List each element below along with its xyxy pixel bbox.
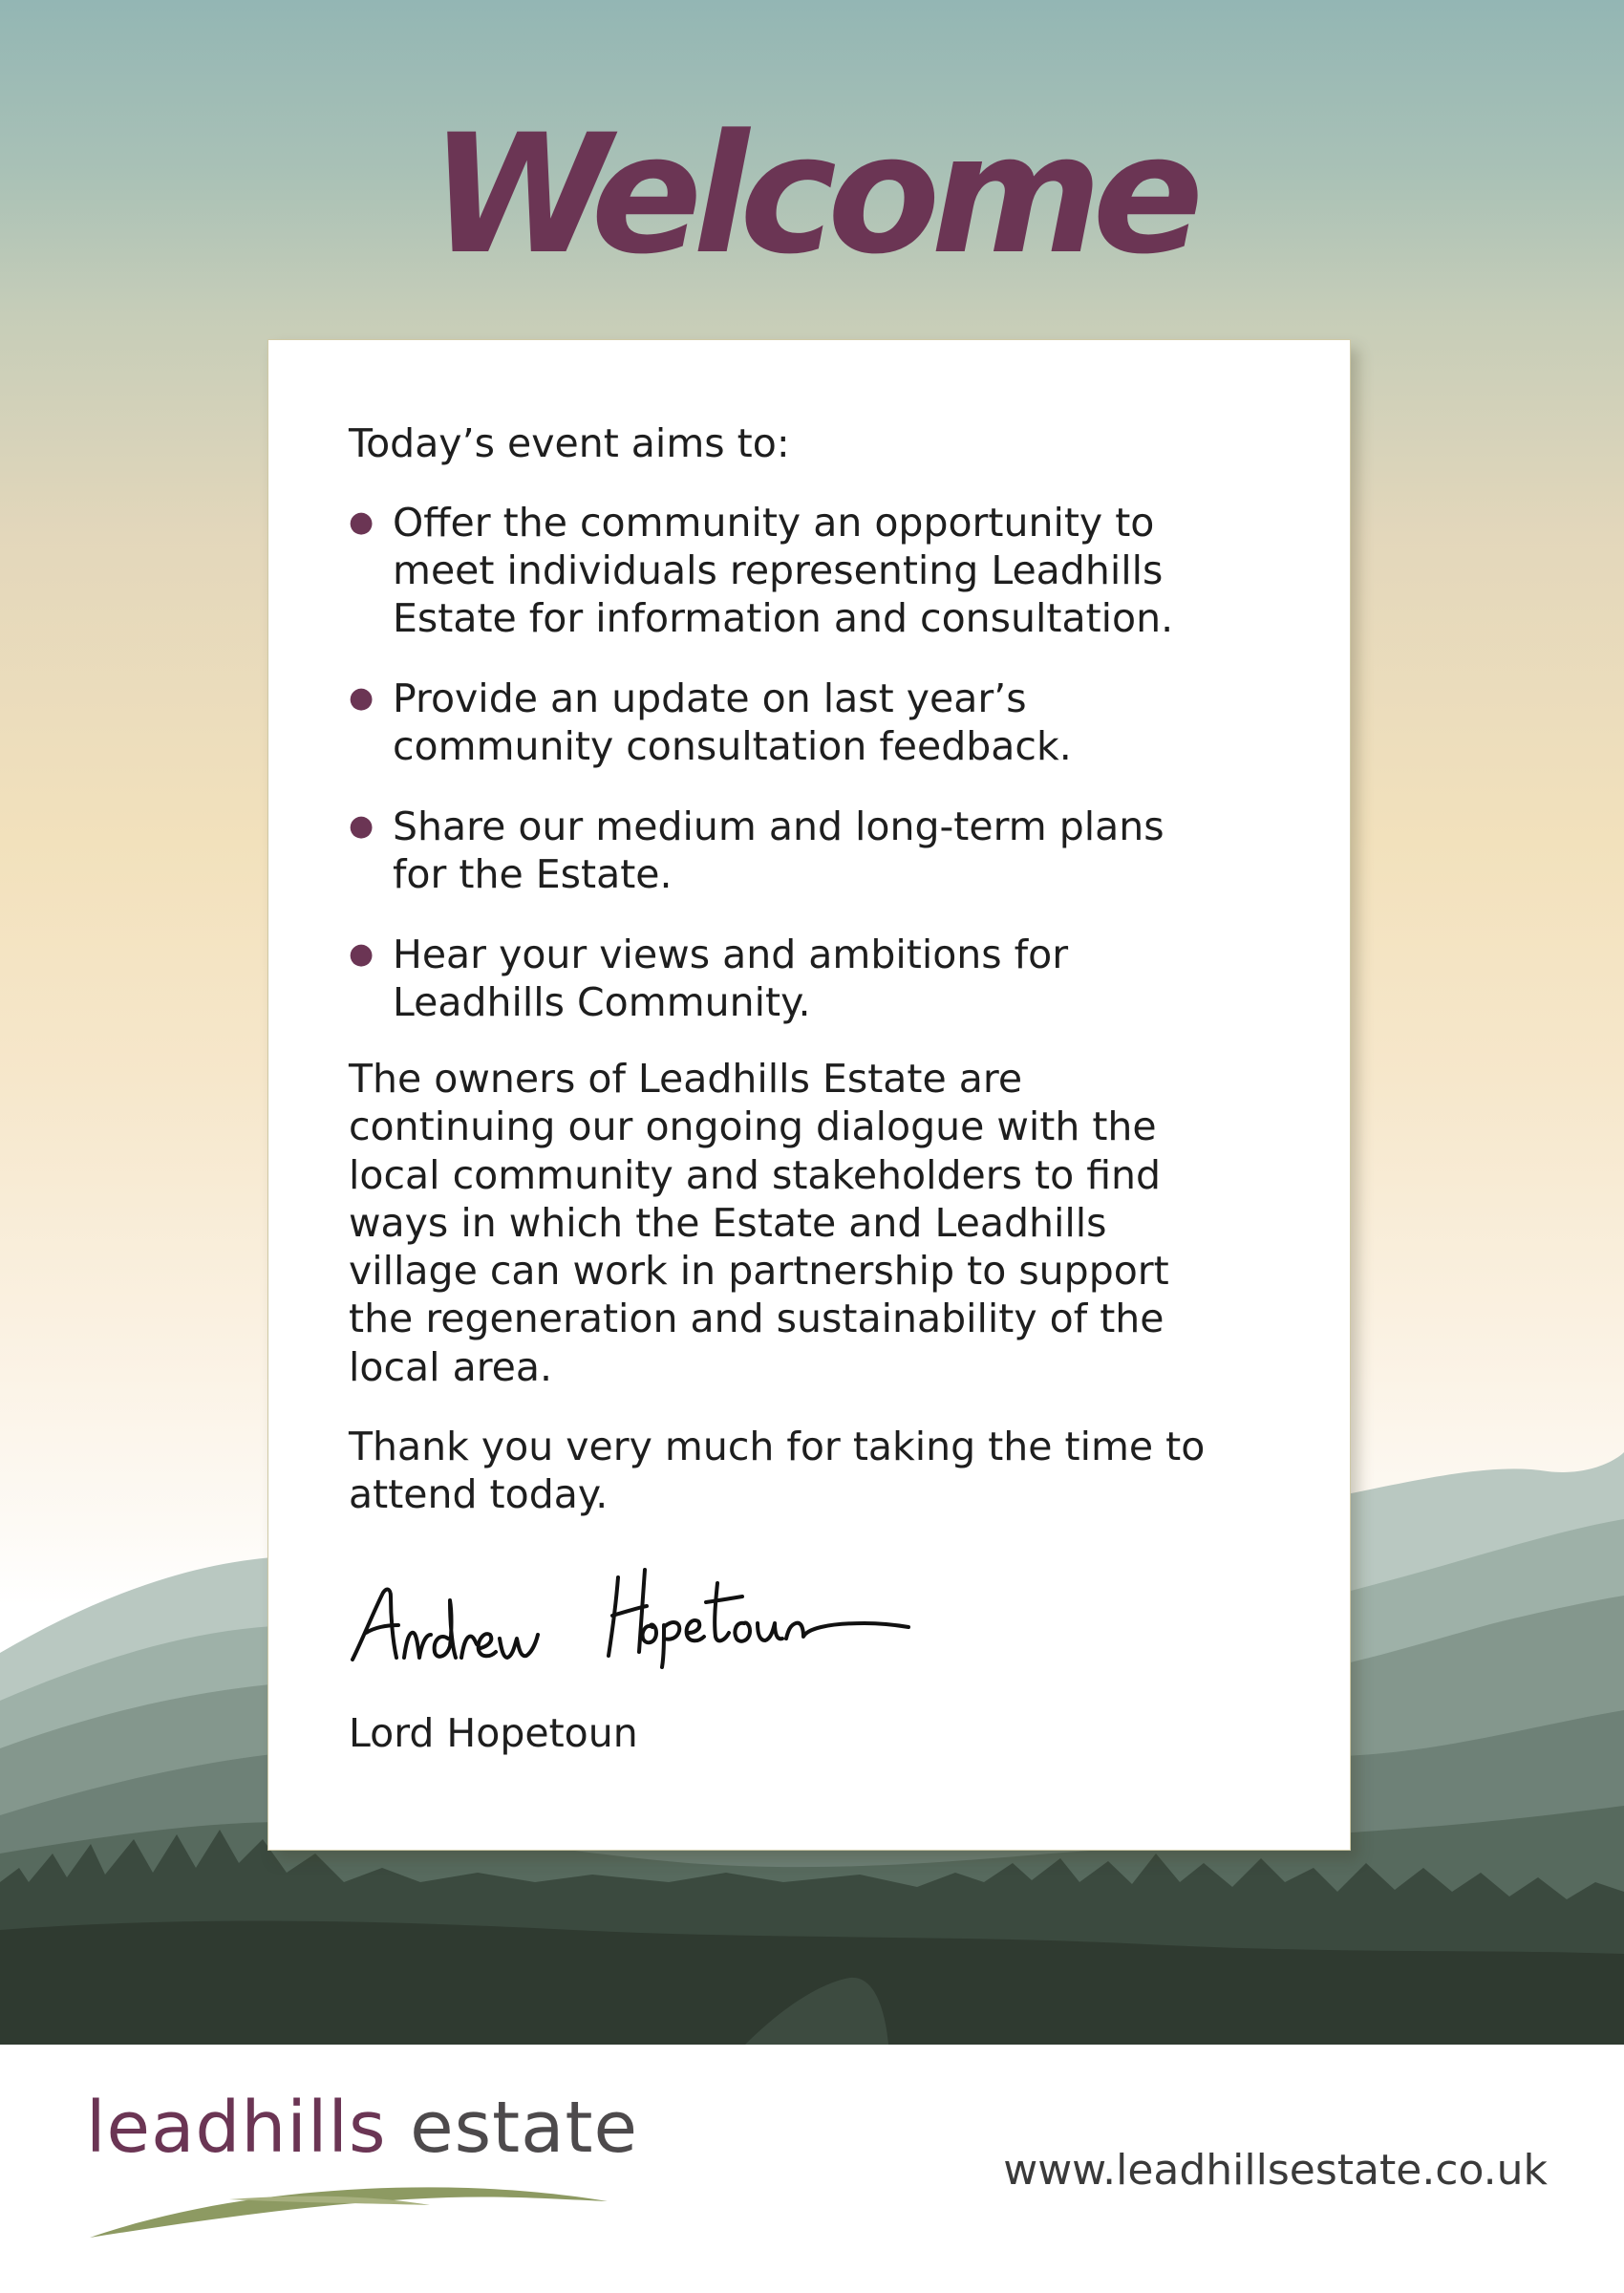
bullet-dot-icon: ● — [349, 681, 374, 715]
bullet-dot-icon: ● — [349, 809, 374, 843]
body-line: The owners of Leadhills Estate are — [349, 1056, 1023, 1102]
intro-text: Today’s event aims to: — [349, 420, 790, 466]
aim-line: Hear your views and ambitions for — [393, 932, 1069, 977]
body-line: the regeneration and sustainability of the — [349, 1296, 1165, 1342]
signatory-name: Lord Hopetoun — [349, 1710, 638, 1757]
body-paragraph — [349, 1055, 1264, 1391]
welcome-heading: Welcome — [429, 98, 1195, 290]
body-line: continuing our ongoing dialogue with the — [349, 1104, 1157, 1150]
aim-line: Provide an update on last year’s — [393, 675, 1027, 721]
handwritten-signature — [349, 1564, 922, 1669]
thanks-line: attend today. — [349, 1471, 609, 1518]
aim-line: Estate for information and consultation. — [393, 595, 1174, 641]
body-line: village can work in partnership to support — [349, 1248, 1169, 1295]
thank-you-text — [349, 1423, 1264, 1518]
logo-swoosh-icon — [86, 2178, 621, 2245]
aim-item — [349, 803, 1264, 898]
aim-line: community consultation feedback. — [393, 723, 1072, 769]
aim-line: meet individuals representing Leadhills — [393, 547, 1164, 593]
aim-line: Leadhills Community. — [393, 979, 811, 1025]
logo-word-estate: estate — [410, 2087, 639, 2169]
body-line: local area. — [349, 1343, 553, 1390]
body-line: ways in which the Estate and Leadhills — [349, 1199, 1107, 1246]
aim-item — [349, 499, 1264, 642]
welcome-card — [267, 339, 1351, 1851]
aims-list — [349, 499, 1264, 1026]
bullet-dot-icon: ● — [349, 505, 374, 539]
leadhills-estate-logo — [86, 2087, 639, 2245]
thanks-line: Thank you very much for taking the time to — [349, 1424, 1206, 1470]
aim-line: Share our medium and long-term plans — [393, 804, 1165, 849]
bullet-dot-icon: ● — [349, 937, 374, 971]
aim-line: Offer the community an opportunity to — [393, 500, 1155, 546]
aim-item — [349, 931, 1264, 1026]
body-line: local community and stakeholders to find — [349, 1151, 1162, 1198]
aim-line: for the Estate. — [393, 851, 673, 897]
logo-wordmark — [86, 2087, 639, 2169]
logo-word-leadhills: leadhills — [86, 2087, 387, 2169]
website-url: www.leadhillsestate.co.uk — [1003, 2146, 1548, 2195]
aim-item — [349, 675, 1264, 770]
